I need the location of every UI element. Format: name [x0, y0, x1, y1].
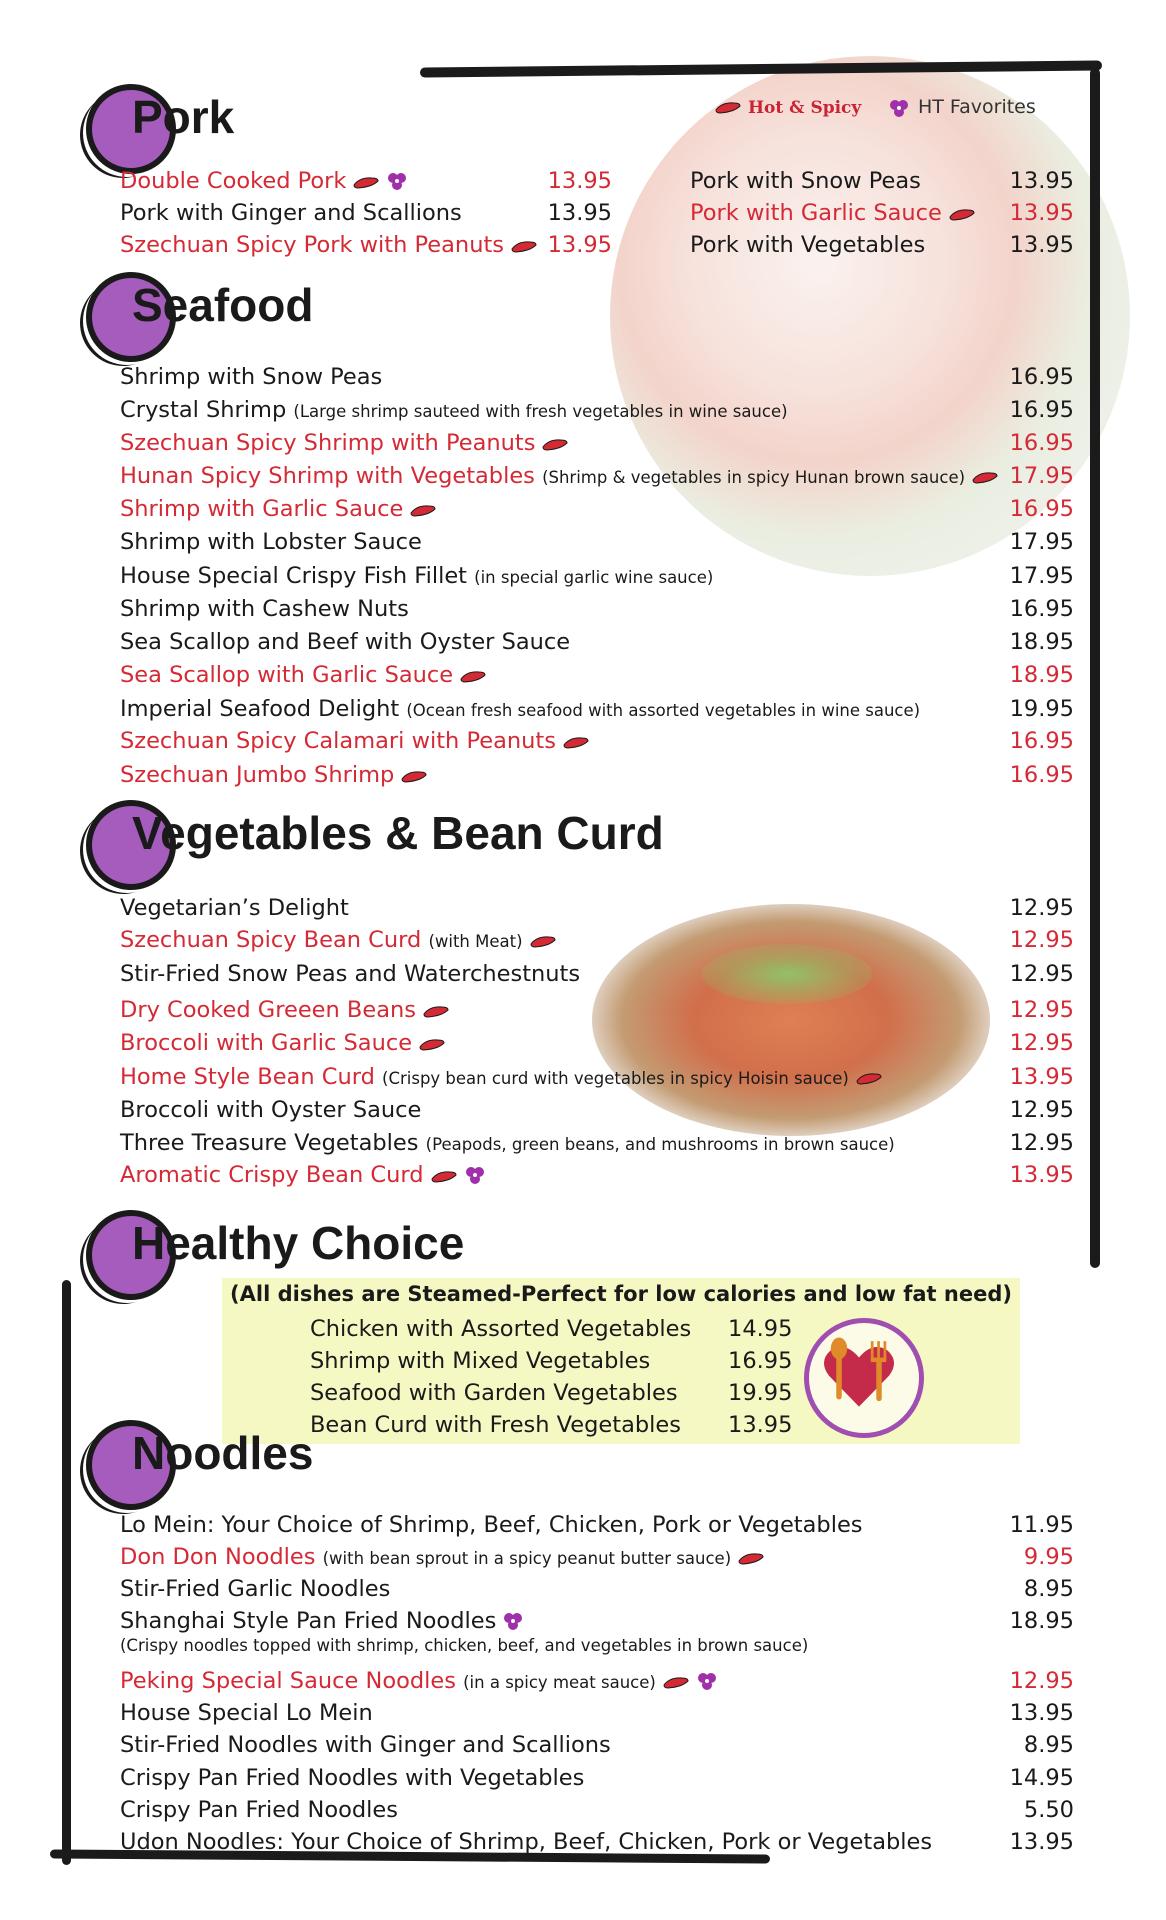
menu-item-name: [120, 529, 422, 555]
dish-description: (Peapods, green beans, and mushrooms in brown sauce): [425, 1135, 895, 1154]
dish-price: 19.95: [1009, 696, 1074, 722]
healthy-choice-box: [222, 1278, 1020, 1444]
section-title: Noodles: [132, 1427, 314, 1479]
menu-item-name: [120, 1130, 895, 1156]
legend-ht-favorites: HT Favorites: [918, 96, 1036, 118]
menu-item-name: [120, 200, 462, 226]
menu-item-row: [120, 529, 1074, 559]
dish-name: Shrimp with Mixed Vegetables: [310, 1348, 651, 1374]
dish-name: Shrimp with Snow Peas: [120, 364, 383, 390]
menu-item-name: [120, 961, 580, 987]
hot-pepper-icon: [430, 1169, 458, 1183]
healthy-item-row: [310, 1412, 810, 1438]
menu-item-name: [120, 1512, 863, 1538]
menu-item-name: [120, 1030, 446, 1056]
dish-name: Stir-Fried Garlic Noodles: [120, 1576, 391, 1602]
menu-item-name: [120, 1097, 421, 1123]
menu-item-row: [120, 1829, 1074, 1859]
menu-item-name: [120, 1668, 718, 1694]
menu-item-name: [120, 927, 557, 953]
dish-name: Double Cooked Pork: [120, 168, 347, 194]
dish-name: House Special Crispy Fish Fillet: [120, 563, 467, 589]
dish-name: Peking Special Sauce Noodles: [120, 1668, 456, 1694]
hot-pepper-icon: [510, 239, 538, 253]
menu-item-name: [120, 1576, 390, 1602]
dish-price: 14.95: [728, 1316, 793, 1342]
menu-item-name: [120, 696, 920, 722]
dish-price: 16.95: [1009, 430, 1074, 456]
dish-name: Don Don Noodles: [120, 1544, 316, 1570]
hot-pepper-icon: [662, 1675, 690, 1689]
menu-item-name: [120, 629, 570, 655]
dish-name: Stir-Fried Noodles with Ginger and Scallions: [120, 1732, 611, 1758]
menu-item-row: [120, 762, 1074, 792]
dish-name: Shanghai Style Pan Fried Noodles: [120, 1608, 497, 1634]
hot-pepper-icon: [459, 669, 487, 683]
dish-name: Pork with Vegetables: [690, 232, 926, 258]
menu-item-row: [120, 1544, 1074, 1574]
dish-name: Sea Scallop with Garlic Sauce: [120, 662, 454, 688]
menu-item-row: [120, 662, 1074, 692]
dish-description: (Crispy bean curd with vegetables in spicy Hoisin sauce): [382, 1069, 849, 1088]
dish-name: Chicken with Assorted Vegetables: [310, 1316, 692, 1342]
dish-description: (Large shrimp sauteed with fresh vegetables in wine sauce): [293, 402, 788, 421]
dish-name: Szechuan Spicy Calamari with Peanuts: [120, 728, 556, 754]
hot-pepper-icon: [541, 437, 569, 451]
hot-pepper-icon: [409, 503, 437, 517]
dish-name: Sea Scallop and Beef with Oyster Sauce: [120, 629, 571, 655]
dish-price: 13.95: [547, 200, 612, 226]
dish-name: Bean Curd with Fresh Vegetables: [310, 1412, 681, 1438]
dish-name: Seafood with Garden Vegetables: [310, 1380, 678, 1406]
menu-item-row: [120, 696, 1074, 726]
dish-price: 12.95: [1009, 1097, 1074, 1123]
dish-price: 8.95: [1023, 1732, 1074, 1758]
section-title: Vegetables & Bean Curd: [132, 807, 664, 859]
dish-price: 13.95: [547, 232, 612, 258]
dish-name: Pork with Ginger and Scallions: [120, 200, 462, 226]
menu-item-name: [690, 200, 976, 226]
menu-item-name: [120, 1732, 611, 1758]
frame-left-stroke: [62, 1280, 71, 1865]
dish-price: 13.95: [1009, 1829, 1074, 1855]
dish-name: Broccoli with Garlic Sauce: [120, 1030, 413, 1056]
menu-item-name: [120, 1797, 398, 1823]
hot-pepper-icon: [418, 1037, 446, 1051]
dish-name: Hunan Spicy Shrimp with Vegetables: [120, 463, 535, 489]
menu-item-name: [120, 496, 437, 522]
dish-name: Crystal Shrimp: [120, 397, 287, 423]
dish-name: Szechuan Spicy Pork with Peanuts: [120, 232, 504, 258]
dish-price: 12.95: [1009, 1030, 1074, 1056]
dish-price: 16.95: [1009, 762, 1074, 788]
dish-name: Home Style Bean Curd: [120, 1064, 375, 1090]
menu-item-name: [120, 1765, 584, 1791]
heart-utensils-icon: [804, 1318, 924, 1438]
menu-item-row: [120, 1030, 1074, 1060]
section-title: Pork: [132, 91, 235, 143]
hot-pepper-icon: [529, 934, 557, 948]
dish-price: 13.95: [1009, 232, 1074, 258]
menu-item-row: [120, 430, 1074, 460]
favorite-flower-icon: [502, 1611, 524, 1633]
dish-price: 12.95: [1009, 927, 1074, 953]
menu-item-name: [120, 168, 408, 194]
dish-price: 18.95: [1009, 1608, 1074, 1634]
menu-item-row: [120, 496, 1074, 526]
menu-item-row: [120, 895, 1074, 925]
dish-price: 12.95: [1009, 961, 1074, 987]
dish-price: 16.95: [1009, 397, 1074, 423]
dish-price: 13.95: [1009, 1064, 1074, 1090]
dish-name: Broccoli with Oyster Sauce: [120, 1097, 422, 1123]
menu-item-row: [120, 997, 1074, 1027]
healthy-note: (All dishes are Steamed-Perfect for low calories and low fat need): [230, 1282, 1012, 1306]
menu-item-name: [120, 997, 450, 1023]
menu-item-name: [120, 728, 590, 754]
dish-price: 18.95: [1009, 662, 1074, 688]
dish-price: 17.95: [1009, 463, 1074, 489]
menu-item-row: [120, 563, 1074, 593]
menu-item-name: [120, 596, 409, 622]
menu-item-row: [120, 1700, 1074, 1730]
dish-name: Lo Mein: Your Choice of Shrimp, Beef, Chicken, Pork or Vegetables: [120, 1512, 863, 1538]
menu-item-row: [120, 596, 1074, 626]
favorite-flower-icon: [464, 1165, 486, 1187]
menu-item-name: [120, 463, 999, 489]
frame-top-stroke: [420, 60, 1102, 77]
dish-price: 19.95: [728, 1380, 793, 1406]
dish-description: (with Meat): [428, 932, 523, 951]
dish-name: Stir-Fried Snow Peas and Waterchestnuts: [120, 961, 581, 987]
hot-pepper-icon: [855, 1071, 883, 1085]
dish-name: Szechuan Spicy Bean Curd: [120, 927, 422, 953]
dish-subline: (Crispy noodles topped with shrimp, chicken, beef, and vegetables in brown sauce): [120, 1636, 809, 1655]
dish-price: 14.95: [1009, 1765, 1074, 1791]
dish-price: 11.95: [1009, 1512, 1074, 1538]
dish-price: 13.95: [1009, 1162, 1074, 1188]
menu-item-row: [120, 1732, 1074, 1762]
dish-price: 13.95: [728, 1412, 793, 1438]
dish-price: 16.95: [1009, 496, 1074, 522]
hot-pepper-icon: [971, 470, 999, 484]
dish-description: (Ocean fresh seafood with assorted vegetables in wine sauce): [406, 701, 921, 720]
dish-price: 13.95: [1009, 200, 1074, 226]
dish-description: (with bean sprout in a spicy peanut butter sauce): [322, 1549, 732, 1568]
dish-price: 13.95: [1009, 168, 1074, 194]
dish-price: 12.95: [1009, 1130, 1074, 1156]
menu-item-name: [120, 563, 713, 589]
hot-pepper-icon: [562, 735, 590, 749]
dish-name: Crispy Pan Fried Noodles with Vegetables: [120, 1765, 585, 1791]
dish-description: (in a spicy meat sauce): [463, 1673, 656, 1692]
menu-item-row: [120, 1064, 1074, 1094]
menu-item-row: [120, 1162, 1074, 1192]
dish-name: Aromatic Crispy Bean Curd: [120, 1162, 424, 1188]
menu-item-row: [120, 397, 1074, 427]
dish-name: Udon Noodles: Your Choice of Shrimp, Beef, Chicken, Pork or Vegetables: [120, 1829, 933, 1855]
dish-name: Pork with Snow Peas: [690, 168, 921, 194]
hot-pepper-icon: [737, 1551, 765, 1565]
menu-item-row: [120, 1130, 1074, 1160]
menu-item-row: [120, 629, 1074, 659]
dish-name: Dry Cooked Greeen Beans: [120, 997, 416, 1023]
hot-pepper-icon: [948, 207, 976, 221]
dish-name: Crispy Pan Fried Noodles: [120, 1797, 398, 1823]
menu-item-name: [120, 232, 538, 258]
dish-price: 16.95: [1009, 596, 1074, 622]
dish-name: Szechuan Spicy Shrimp with Peanuts: [120, 430, 536, 456]
menu-item-row: [120, 961, 1074, 991]
legend-hot-spicy: Hot & Spicy: [748, 98, 862, 118]
favorite-flower-icon: [888, 98, 910, 120]
legend: [748, 96, 1078, 126]
healthy-item-row: [310, 1380, 810, 1406]
dish-price: 8.95: [1023, 1576, 1074, 1602]
menu-item-name: [120, 1829, 932, 1855]
menu-item-row: [120, 1512, 1074, 1542]
menu-item-name: [120, 1700, 373, 1726]
dish-price: 12.95: [1009, 1668, 1074, 1694]
menu-item-row: [120, 1097, 1074, 1127]
section-title: Healthy Choice: [132, 1217, 465, 1269]
dish-price: 9.95: [1023, 1544, 1074, 1570]
menu-item-name: [120, 895, 349, 921]
healthy-item-row: [310, 1316, 810, 1342]
dish-description: (in special garlic wine sauce): [474, 568, 714, 587]
dish-price: 18.95: [1009, 629, 1074, 655]
menu-item-row: [120, 1765, 1074, 1795]
menu-item-row: [120, 728, 1074, 758]
favorite-flower-icon: [696, 1671, 718, 1693]
dish-name: Vegetarian’s Delight: [120, 895, 349, 921]
menu-item-name: [120, 762, 428, 788]
dish-name: Szechuan Jumbo Shrimp: [120, 762, 395, 788]
menu-item-name: [690, 168, 921, 194]
dish-price: 16.95: [1009, 364, 1074, 390]
menu-item-row: [120, 1668, 1074, 1698]
dish-name: House Special Lo Mein: [120, 1700, 373, 1726]
menu-item-name: [120, 1064, 883, 1090]
dish-name: Shrimp with Cashew Nuts: [120, 596, 409, 622]
frame-right-stroke: [1090, 68, 1100, 1268]
dish-price: 17.95: [1009, 563, 1074, 589]
menu-item-name: [690, 232, 925, 258]
dish-price: 17.95: [1009, 529, 1074, 555]
dish-price: 12.95: [1009, 895, 1074, 921]
dish-price: 13.95: [547, 168, 612, 194]
dish-price: 16.95: [728, 1348, 793, 1374]
dish-name: Shrimp with Garlic Sauce: [120, 496, 404, 522]
menu-item-name: [120, 1544, 765, 1570]
favorite-flower-icon: [386, 171, 408, 193]
dish-description: (Shrimp & vegetables in spicy Hunan brown sauce): [542, 468, 966, 487]
healthy-item-row: [310, 1348, 810, 1374]
menu-item-name: [120, 662, 487, 688]
menu-item-row: [120, 927, 1074, 957]
menu-item-row: [120, 364, 1074, 394]
hot-pepper-icon: [400, 769, 428, 783]
menu-item-row: [120, 463, 1074, 493]
menu-item-name: [120, 1162, 486, 1188]
menu-item-name: [120, 397, 788, 423]
menu-item-name: [120, 1608, 524, 1634]
dish-name: Three Treasure Vegetables: [120, 1130, 419, 1156]
menu-item-row: [120, 1797, 1074, 1827]
hot-pepper-icon: [422, 1004, 450, 1018]
hot-pepper-icon: [352, 175, 380, 189]
menu-item-name: [120, 364, 382, 390]
dish-price: 16.95: [1009, 728, 1074, 754]
dish-price: 5.50: [1023, 1797, 1074, 1823]
dish-name: Shrimp with Lobster Sauce: [120, 529, 422, 555]
menu-item-row: [120, 1608, 1074, 1638]
menu-item-row: [120, 1576, 1074, 1606]
dish-name: Imperial Seafood Delight: [120, 696, 400, 722]
hot-pepper-icon: [714, 100, 742, 114]
dish-name: Pork with Garlic Sauce: [690, 200, 942, 226]
section-title: Seafood: [132, 279, 314, 331]
menu-item-name: [120, 430, 569, 456]
dish-price: 13.95: [1009, 1700, 1074, 1726]
dish-price: 12.95: [1009, 997, 1074, 1023]
